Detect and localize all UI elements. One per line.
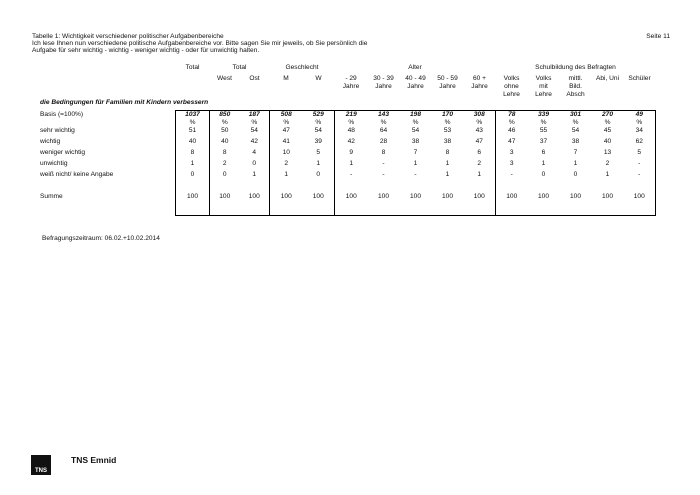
summe-cell: 100: [409, 193, 421, 200]
table-cell: 3: [496, 149, 528, 160]
table-cell: 1: [270, 171, 303, 182]
basis-cell: 308 %: [464, 111, 496, 128]
table-cell: 1: [413, 160, 418, 167]
table-cell: 42: [335, 138, 368, 149]
table-cell: 38: [571, 138, 580, 145]
table-cell: 37: [539, 138, 548, 145]
row-label: weniger wichtig: [40, 149, 86, 156]
table-cell: 1: [573, 160, 578, 167]
summe-cell: 100: [312, 193, 324, 200]
table-cell: -: [624, 160, 656, 171]
table-cell: 55: [539, 127, 548, 134]
column-header: 60 + Jahre: [471, 75, 488, 90]
summe-cell: 100: [601, 193, 613, 200]
summe-cell: 100: [210, 193, 240, 204]
table-cell: 54: [411, 127, 420, 134]
table-cell: 0: [573, 171, 578, 178]
table-cell: 6: [541, 149, 546, 156]
table-cell: 51: [176, 127, 210, 138]
table-cell: 2: [605, 160, 610, 167]
table-row: [40, 127, 656, 138]
summe-cell: 100: [624, 193, 656, 204]
table-cell: 4: [252, 149, 257, 156]
question-text-line-1: Ich lese Ihnen nun verschiedene politische Aufgabenbereiche vor. Bitte sagen Sie mir jeweils, ob Sie persönlich die: [32, 40, 368, 48]
table-cell: 5: [624, 149, 656, 160]
basis-cell: 198 %: [400, 111, 432, 128]
table-cell: 54: [314, 127, 322, 134]
table-cell: 0: [210, 171, 240, 182]
table-row: [40, 171, 656, 182]
table-cell: 28: [379, 138, 388, 145]
table-cell: 1: [445, 171, 450, 178]
basis-cell: 170 %: [432, 111, 464, 128]
results-table: [40, 64, 656, 216]
table-cell: 0: [541, 171, 546, 178]
table-cell: 43: [475, 127, 483, 134]
basis-cell: 49 %: [624, 111, 656, 128]
table-cell: 38: [443, 138, 452, 145]
table-cell: 47: [496, 138, 528, 149]
group-age: Alter: [408, 64, 422, 71]
summe-cell: 100: [176, 193, 210, 204]
basis-cell: 219 %: [335, 111, 368, 128]
table-cell: -: [382, 171, 385, 178]
report-header: [32, 33, 452, 55]
table-cell: 54: [250, 127, 258, 134]
table-cell: -: [624, 171, 656, 182]
table-cell: 6: [477, 149, 482, 156]
column-header: Ost: [249, 75, 260, 82]
column-header: W: [315, 75, 322, 82]
basis-cell: 78 %: [496, 111, 528, 128]
table-cell: -: [496, 171, 528, 182]
table-cell: 62: [624, 138, 656, 149]
table-cell: 47: [270, 127, 303, 138]
table-cell: -: [414, 171, 417, 178]
table-cell: 40: [603, 138, 612, 145]
table-cell: 8: [176, 149, 210, 160]
table-cell: 13: [603, 149, 612, 156]
table-cell: 1: [605, 171, 610, 178]
table-cell: 42: [250, 138, 258, 145]
table-cell: 53: [443, 127, 452, 134]
column-header: - 29 Jahre: [342, 75, 360, 90]
column-header: Volks mit Lehre: [535, 75, 552, 98]
table-cell: 0: [176, 171, 210, 182]
table-cell: 8: [381, 149, 386, 156]
table-cell: -: [382, 160, 385, 167]
table-row: [40, 160, 656, 171]
table-cell: 7: [573, 149, 578, 156]
table-cell: -: [335, 171, 368, 182]
brand-name: TNS Emnid: [71, 455, 117, 465]
table-row: [40, 149, 656, 160]
column-header: Volks ohne Lehre: [503, 75, 520, 98]
table-cell: 50: [210, 127, 240, 138]
summe-cell: 100: [569, 193, 581, 200]
column-header: West: [217, 75, 232, 82]
question-text-line-2: Aufgabe für sehr wichtig - wichtig - weniger wichtig - oder für unwichtig halten.: [32, 47, 260, 55]
basis-cell: 529 %: [303, 111, 335, 128]
row-label: unwichtig: [40, 160, 68, 167]
basis-label: Basis (=100%): [40, 110, 84, 118]
table-cell: 64: [379, 127, 388, 134]
column-header: Abi, Uni: [595, 75, 620, 82]
column-header: 50 - 59 Jahre: [437, 75, 458, 90]
summe-cell: 100: [270, 193, 303, 204]
column-header: mittl. Bild. Absch: [566, 75, 585, 98]
column-header: [176, 75, 210, 99]
column-header: 30 - 39 Jahre: [373, 75, 394, 90]
survey-period: Befragungszeitraum: 06.02.+10.02.2014: [42, 235, 160, 242]
summe-cell: 100: [496, 193, 528, 204]
table-cell: 1: [335, 160, 368, 171]
tns-logo: TNS: [31, 455, 51, 475]
table-cell: 40: [210, 138, 240, 149]
row-label: sehr wichtig: [40, 127, 75, 134]
summe-cell: 100: [441, 193, 453, 200]
table-cell: 8: [210, 149, 240, 160]
table-cell: 1: [252, 171, 257, 178]
table-cell: 38: [411, 138, 420, 145]
row-label: wichtig: [40, 138, 61, 145]
table-cell: 1: [445, 160, 450, 167]
column-header: 40 - 49 Jahre: [405, 75, 426, 90]
column-header: M: [283, 75, 289, 82]
summe-cell: 100: [335, 193, 368, 204]
table-cell: 34: [624, 127, 656, 138]
table-cell: 0: [316, 171, 321, 178]
table-row: [40, 138, 656, 149]
table-cell: 1: [477, 171, 482, 178]
table-cell: 7: [413, 149, 418, 156]
group-region: Total: [232, 64, 247, 71]
basis-cell: 270 %: [592, 111, 624, 128]
table-cell: 47: [475, 138, 483, 145]
table-cell: 48: [335, 127, 368, 138]
group-education: Schulbildung des Befragten: [535, 64, 616, 71]
table-cell: 8: [445, 149, 450, 156]
table-cell: 2: [210, 160, 240, 171]
table-cell: 1: [541, 160, 546, 167]
summe-cell: 100: [248, 193, 260, 200]
summe-cell: 100: [537, 193, 549, 200]
table-cell: 9: [335, 149, 368, 160]
table-cell: 54: [571, 127, 580, 134]
basis-cell: 301 %: [560, 111, 592, 128]
table-cell: 10: [270, 149, 303, 160]
table-cell: 0: [252, 160, 257, 167]
table-cell: 40: [176, 138, 210, 149]
table-cell: 45: [603, 127, 612, 134]
group-total: Total: [185, 64, 200, 71]
table-cell: 46: [496, 127, 528, 138]
table-cell: 2: [477, 160, 482, 167]
table-cell: 1: [316, 160, 321, 167]
basis-cell: 339 %: [528, 111, 560, 128]
summe-label: Summe: [40, 193, 63, 200]
page-number: Seite 11: [646, 33, 670, 40]
table-cell: 5: [316, 149, 321, 156]
basis-cell: 508 %: [270, 111, 303, 128]
table-cell: 39: [314, 138, 322, 145]
basis-cell: 143 %: [368, 111, 400, 128]
table-cell: 1: [176, 160, 210, 171]
column-header: Schüler: [628, 75, 651, 82]
basis-cell: 187 %: [240, 111, 270, 128]
table-cell: 3: [496, 160, 528, 171]
basis-cell: 850 %: [210, 111, 240, 128]
summe-cell: 100: [473, 193, 485, 200]
row-label: weiß nicht/ keine Angabe: [40, 171, 114, 178]
summe-cell: 100: [377, 193, 389, 200]
section-title: die Bedingungen für Familien mit Kindern verbessern: [40, 99, 209, 106]
table-title: Tabelle 1: Wichtigkeit verschiedener politischer Aufgabenbereiche: [32, 33, 224, 40]
basis-cell: 1037 %: [176, 111, 210, 128]
group-gender: Geschlecht: [285, 64, 319, 71]
table-cell: 2: [270, 160, 303, 171]
table-cell: 41: [270, 138, 303, 149]
